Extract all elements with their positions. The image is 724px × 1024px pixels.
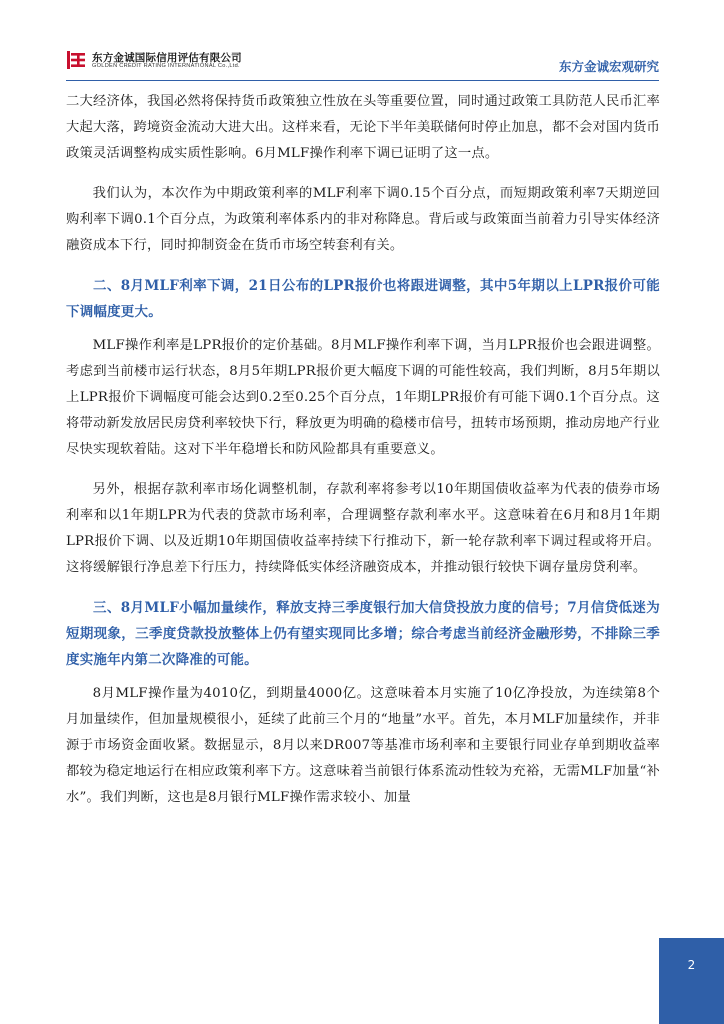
paragraph-1: 二大经济体，我国必然将保持货币政策独立性放在头等重要位置，同时通过政策工具防范人民币汇率大起大落，跨境资金流动大进大出。这样来看，无论下半年美联储何时停止加息，都不会对国内货币政策灵活调整构成实质性影响。6月MLF操作利率下调已证明了这一点。 xyxy=(66,94,660,161)
page-header xyxy=(66,48,659,78)
section-heading-3: 三、8月MLF小幅加量续作，释放支持三季度银行加大信贷投放力度的信号；7月信贷低迷为短期现象，三季度贷款投放整体上仍有望实现同比多增；综合考虑当前经济金融形势，不排除三季度实施年内第二次降准的可能。 xyxy=(66,600,660,668)
page-number-badge xyxy=(659,938,724,1024)
paragraph-4: 另外，根据存款利率市场化调整机制，存款利率将参考以10年期国债收益率为代表的债券市场利率和以1年期LPR为代表的贷款市场利率，合理调整存款利率水平。这意味着在6月和8月1年期LPR报价下调、以及近期10年期国债收益率持续下行推动下，新一轮存款利率下调过程或将开启。这将缓解银行净息差下行压力，持续降低实体经济融资成本，并推动银行较快下调存量房贷利率。 xyxy=(66,482,660,575)
document-body xyxy=(66,89,660,825)
report-series-title: 东方金诚宏观研究 xyxy=(558,59,659,74)
paragraph-3: MLF操作利率是LPR报价的定价基础。8月MLF操作利率下调，当月LPR报价也会跟进调整。考虑到当前楼市运行状态，8月5年期LPR报价更大幅度下调的可能性较高，我们判断，8月5年期以上LPR报价下调幅度可能会达到0.2至0.25个百分点，1年期LPR报价有可能下调0.1个百分点。这将带动新发放居民房贷利率较快下行，释放更为明确的稳楼市信号，扭转市场预期，推动房地产行业尽快实现软着陆。这对下半年稳增长和防风险都具有重要意义。 xyxy=(66,338,660,457)
paragraph-2: 我们认为，本次作为中期政策利率的MLF利率下调0.15个百分点，而短期政策利率7天期逆回购利率下调0.1个百分点，为政策利率体系内的非对称降息。背后或与政策面当前着力引导实体经济融资成本下行，同时抑制资金在货币市场空转套利有关。 xyxy=(66,186,660,253)
company-name-en: GOLDEN CREDIT RATING INTERNATIONAL Co.,Ltd. xyxy=(92,63,240,69)
paragraph-5: 8月MLF操作量为4010亿，到期量4000亿。这意味着本月实施了10亿净投放，为连续第8个月加量续作，但加量规模很小，延续了此前三个月的“地量”水平。首先，本月MLF加量续作，并非源于市场资金面收紧。数据显示，8月以来DR007等基准市场利率和主要银行同业存单到期收益率都较为稳定地运行在相应政策利率下方。这意味着当前银行体系流动性较为充裕，无需MLF加量“补水”。我们判断，这也是8月银行MLF操作需求较小、加量 xyxy=(66,686,660,805)
header-divider xyxy=(66,80,659,81)
page-number: 2 xyxy=(687,958,696,972)
company-logo-icon xyxy=(66,50,86,70)
section-heading-2: 二、8月MLF利率下调，21日公布的LPR报价也将跟进调整，其中5年期以上LPR报价可能下调幅度更大。 xyxy=(66,278,660,320)
company-name-cn: 东方金诚国际信用评估有限公司 xyxy=(92,52,242,64)
